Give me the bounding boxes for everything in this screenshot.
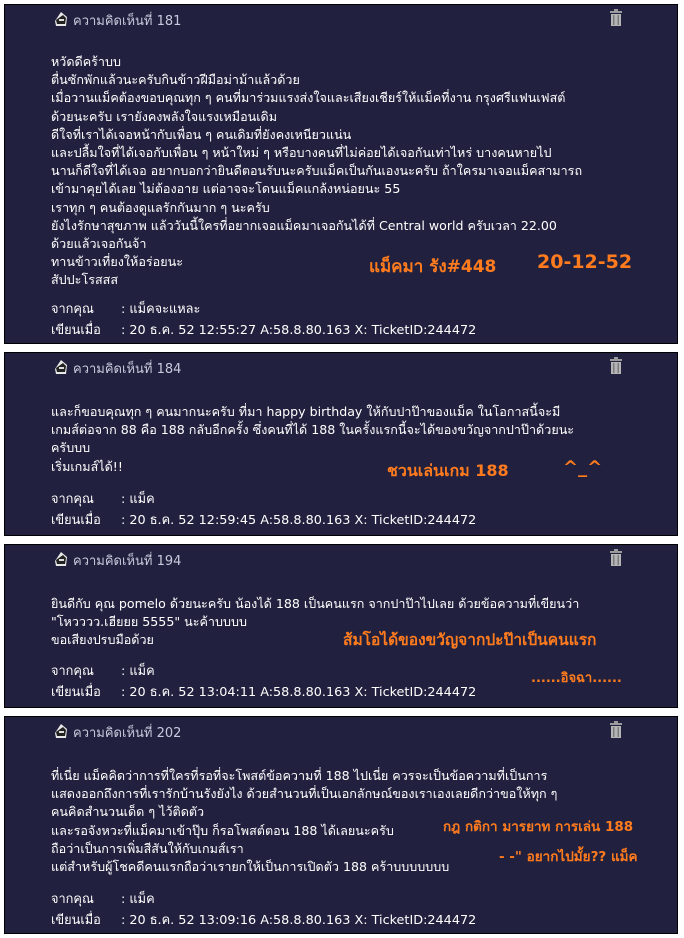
comment-header <box>53 357 181 379</box>
comment-header <box>53 9 181 31</box>
handwritten-annotation: ^_^ <box>563 457 603 478</box>
comment-body: หวัดดีคร้าบบ ตื่นซักพักแล้วนะครับกินข้าวฝีมือม่าม้าแล้วด้วย เมื่อวานแม็คต้องขอบคุณทุก ๆ คนที่มาร่วมแรงส่งใจและเสียงเชียร์ให้แม็คที่งาน กรุงศรีแฟนเฟสต์ ด้วยนะครับ เรายังคงพลังใจแรงเหมือนเดิม ดีใจที่เราได้เจอหน้ากับเพื่อน ๆ คนเดิมที่ยังคงเหนียวแน่น และปลื้มใจที่ได้เจอกับเพื่อน ๆ หน้าใหม่ ๆ หรือบางคนที่ไม่ค่อยได้เจอกันเท่าไหร่ บางคนหายไป นานก็ดีใจที่ได้เจอ อยากบอกว่ายินดีตอนรับนะครับแม็คเป็นกันเองนะครับ ถ้าใครมาเจอแม็คสามารถ เข้ามาคุยได้เลย ไม่ต้องอาย แต่อาจจะโดนแม็คแกล้งหน่อยนะ 55 เราทุก ๆ คนต้องดูแลรักกันมาก ๆ นะครับ ยังไงรักษาสุขภาพ แล้ววันนี้ใครที่อยากเจอแม็คมาเจอกันได้ที่ Central world ครับเวลา 22.00 ด้วยแล้วเจอกันจ้า ทานข้าวเที่ยงให้อร่อยนะ สัปปะโรสสส <box>51 54 583 288</box>
comment-body: ที่เนี่ย แม็คคิดว่าการที่ใครที่รอที่จะโพสต์ข้อความที่ 188 ไปเนี่ย ควรจะเป็นข้อความที่เป็นการ แสดงออกถึงการที่เรารักบ้านรังยังไง ด้วยสำนวนที่เป็นเอกลักษณ์ของเราเองเลยดีกว่าขอให้ทุก ๆ คนคิดสำนวนเด็ด ๆ ไว้ติดตัว และรอจังหวะที่แม็คมาเข้าปุ๊บ ก็รอโพสต์ตอน 188 ได้เลยนะครับ ถือว่าเป็นการเพิ่มสีสันให้กับเกมส์เรา แต่สำหรับผู้โชคดีคนแรกถือว่าเรายกให้เป็นการเปิดตัว 188 คร้าบบบบบบบ <box>51 768 558 875</box>
posted-label: เขียนเมื่อ <box>51 323 101 338</box>
comment-card <box>4 352 678 536</box>
handwritten-annotation: - -" อยากไปมั้ย?? แม็ค <box>499 849 638 865</box>
author-label: จากคุณ <box>51 302 94 317</box>
handwritten-annotation: กฎ กติกา มารยาท การเล่น 188 <box>443 819 634 835</box>
comment-title: ความคิดเห็นที่ 202 <box>73 725 182 741</box>
trash-icon[interactable] <box>609 721 623 739</box>
ninja-avatar-icon <box>53 551 69 569</box>
comment-body: ยินดีกับ คุณ pomelo ด้วยนะครับ น้องได้ 188 เป็นคนแรก จากปาป๊าไปเลย ด้วยข้อความที่เขียนว่า "โหวววว.เฮียยย 5555" นะค้าบบบบ ขอเสียงปรบมือด้วย <box>51 596 580 648</box>
handwritten-annotation: แม็คมา รัง#448 <box>369 257 497 277</box>
ninja-avatar-icon <box>53 723 69 741</box>
posted-info: : 20 ธ.ค. 52 12:55:27 A:58.8.80.163 X: TicketID:244472 <box>121 323 477 338</box>
posted-label: เขียนเมื่อ <box>51 685 101 700</box>
handwritten-annotation: ส้มโอได้ของขวัญจากปะป๊าเป็นคนแรก <box>343 631 597 649</box>
comment-header <box>53 721 181 743</box>
trash-icon[interactable] <box>609 9 623 27</box>
author-name: : แม็คจะแหละ <box>121 302 201 317</box>
comment-header <box>53 549 181 571</box>
comment-body: และก็ขอบคุณทุก ๆ คนมากนะครับ ที่มา happy birthday ให้กับปาป๊าของแม็ค ในโอกาสนี้จะมี เกมส์ต่อจาก 88 คือ 188 กลับอีกครั้ง ซึ่งคนที่ได้ 188 ในครั้งแรกนี้จะได้ของขวัญจากปาป๊าด้วยนะ ครับบบ เริ่มเกมส์ได้!! <box>51 404 575 474</box>
posted-info: : 20 ธ.ค. 52 13:09:16 A:58.8.80.163 X: TicketID:244472 <box>121 913 477 928</box>
handwritten-annotation: 20-12-52 <box>537 251 633 273</box>
ninja-avatar-icon <box>53 11 69 29</box>
comment-meta <box>51 889 476 931</box>
comment-card <box>4 716 678 934</box>
comment-title: ความคิดเห็นที่ 181 <box>73 13 182 29</box>
posted-info: : 20 ธ.ค. 52 12:59:45 A:58.8.80.163 X: TicketID:244472 <box>121 513 477 528</box>
posted-info: : 20 ธ.ค. 52 13:04:11 A:58.8.80.163 X: TicketID:244472 <box>121 685 477 700</box>
comment-meta <box>51 661 476 703</box>
author-label: จากคุณ <box>51 492 94 507</box>
comment-meta <box>51 299 476 341</box>
comment-meta <box>51 489 476 531</box>
comment-card <box>4 544 678 708</box>
author-name: : แม็ค <box>121 664 155 679</box>
comment-title: ความคิดเห็นที่ 194 <box>73 553 182 569</box>
handwritten-annotation: ชวนเล่นเกม 188 <box>387 461 509 480</box>
comment-title: ความคิดเห็นที่ 184 <box>73 361 182 377</box>
posted-label: เขียนเมื่อ <box>51 913 101 928</box>
author-name: : แม็ค <box>121 892 155 907</box>
author-label: จากคุณ <box>51 892 94 907</box>
trash-icon[interactable] <box>609 549 623 567</box>
author-name: : แม็ค <box>121 492 155 507</box>
trash-icon[interactable] <box>609 357 623 375</box>
ninja-avatar-icon <box>53 359 69 377</box>
posted-label: เขียนเมื่อ <box>51 513 101 528</box>
comment-card <box>4 4 678 344</box>
author-label: จากคุณ <box>51 664 94 679</box>
handwritten-annotation: ......อิจฉา...... <box>531 671 622 686</box>
